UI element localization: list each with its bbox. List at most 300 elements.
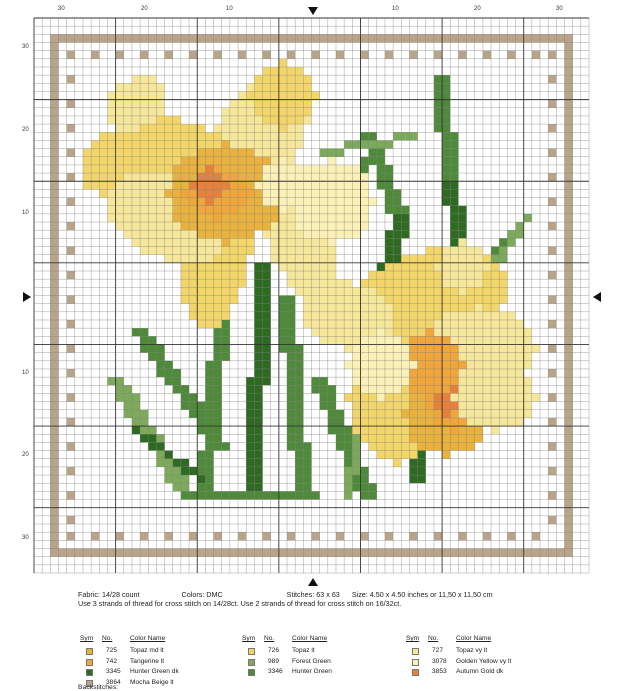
stitch-cell [230,108,238,116]
stitch-cell [565,304,573,312]
stitch-cell [312,238,320,246]
stitch-cell [197,34,205,42]
stitch-cell [271,132,279,140]
stitch-cell [328,198,336,206]
stitch-cell [312,181,320,189]
stitch-cell [189,549,197,557]
stitch-cell [107,377,115,385]
stitch-cell [303,312,311,320]
stitch-cell [458,304,466,312]
stitch-cell [426,353,434,361]
stitch-cell [426,312,434,320]
stitch-cell [393,459,401,467]
legend-number: 725 [106,647,118,654]
stitch-cell [238,108,246,116]
stitch-cell [369,393,377,401]
stitch-cell [303,271,311,279]
stitch-cell [107,165,115,173]
stitch-cell [50,434,58,442]
stitch-cell [165,247,173,255]
stitch-cell [499,369,507,377]
stitch-cell [336,173,344,181]
stitch-cell [516,336,524,344]
stitch-cell [254,402,262,410]
stitch-cell [442,124,450,132]
stitch-cell [132,222,140,230]
stitch-cell [360,361,368,369]
stitch-cell [565,516,573,524]
stitch-cell [458,402,466,410]
stitch-cell [263,132,271,140]
stitch-cell [483,34,491,42]
stitch-cell [491,361,499,369]
stitch-cell [246,377,254,385]
stitch-cell [254,361,262,369]
stitch-cell [295,34,303,42]
stitch-cell [507,336,515,344]
stitch-cell [156,189,164,197]
stitch-cell [409,328,417,336]
stitch-cell [458,296,466,304]
stitch-cell [565,124,573,132]
stitch-cell [507,418,515,426]
stitch-cell [124,222,132,230]
stitch-cell [83,157,91,165]
stitch-cell [328,157,336,165]
stitch-cell [50,42,58,50]
legend-number: 726 [268,647,280,654]
stitch-cell [67,491,75,499]
stitch-cell [181,214,189,222]
stitch-cell [205,263,213,271]
stitch-cell [271,75,279,83]
stitch-cell [140,206,148,214]
stitch-cell [50,516,58,524]
stitch-cell [344,140,352,148]
stitch-cell [352,222,360,230]
stitch-cell [491,255,499,263]
stitch-cell [450,296,458,304]
stitch-cell [254,353,262,361]
stitch-cell [50,132,58,140]
stitch-cell [418,418,426,426]
stitch-cell [50,442,58,450]
stitch-cell [50,369,58,377]
stitch-cell [360,344,368,352]
stitch-cell [295,189,303,197]
stitch-cell [263,173,271,181]
stitch-cell [156,230,164,238]
stitch-cell [238,100,246,108]
stitch-cell [156,549,164,557]
stitch-cell [450,328,458,336]
stitch-cell [205,377,213,385]
stitch-cell [181,206,189,214]
stitch-cell [230,263,238,271]
stitch-cell [50,344,58,352]
stitch-cell [320,173,328,181]
stitch-cell [450,353,458,361]
stitch-cell [360,410,368,418]
stitch-cell [214,442,222,450]
stitch-cell [214,393,222,401]
stitch-cell [565,451,573,459]
stitch-cell [189,304,197,312]
stitch-cell [426,287,434,295]
stitch-cell [458,393,466,401]
stitch-cell [385,304,393,312]
stitch-cell [287,124,295,132]
stitch-cell [409,402,417,410]
stitch-cell [116,393,124,401]
stitch-cell [409,287,417,295]
stitch-cell [336,198,344,206]
stitch-cell [369,418,377,426]
stitch-cell [565,206,573,214]
stitch-cell [442,287,450,295]
stitch-cell [295,467,303,475]
stitch-cell [99,34,107,42]
stitch-cell [91,157,99,165]
stitch-cell [254,181,262,189]
stitch-cell [418,263,426,271]
stitch-cell [271,206,279,214]
stitch-cell [499,312,507,320]
stitch-cell [271,157,279,165]
stitch-cell [442,116,450,124]
stitch-cell [246,124,254,132]
stitch-cell [377,344,385,352]
stitch-cell [246,34,254,42]
stitch-cell [565,263,573,271]
stitch-cell [295,491,303,499]
stitch-cell [377,426,385,434]
stitch-cell [458,255,466,263]
stitch-cell [491,34,499,42]
stitch-cell [507,328,515,336]
stitch-cell [377,336,385,344]
stitch-cell [303,108,311,116]
legend-number: 727 [432,647,444,654]
stitch-cell [173,255,181,263]
stitch-cell [197,157,205,165]
stitch-cell [140,157,148,165]
stitch-cell [263,189,271,197]
stitch-cell [214,189,222,197]
stitch-cell [401,222,409,230]
stitch-cell [165,51,173,59]
stitch-cell [132,426,140,434]
stitch-cell [565,434,573,442]
stitch-cell [165,369,173,377]
stitch-cell [287,83,295,91]
stitch-cell [295,426,303,434]
stitch-cell [222,206,230,214]
stitch-cell [491,247,499,255]
stitch-cell [295,279,303,287]
stitch-cell [287,132,295,140]
stitch-cell [540,549,548,557]
stitch-cell [254,91,262,99]
stitch-cell [83,549,91,557]
stitch-cell [140,238,148,246]
stitch-cell [458,312,466,320]
stitch-cell [516,222,524,230]
stitch-cell [214,255,222,263]
stitch-cell [393,304,401,312]
legend-header-sym: Sym [406,635,420,642]
stitch-cell [426,320,434,328]
stitch-cell [450,271,458,279]
stitch-cell [50,549,58,557]
stitch-cell [156,353,164,361]
stitch-cell [377,173,385,181]
stitch-cell [165,157,173,165]
stitch-cell [116,83,124,91]
stitch-cell [279,75,287,83]
stitch-cell [205,198,213,206]
stitch-cell [312,198,320,206]
stitch-cell [393,206,401,214]
stitch-cell [336,279,344,287]
stitch-cell [491,271,499,279]
stitch-cell [165,255,173,263]
stitch-cell [140,75,148,83]
stitch-cell [287,385,295,393]
stitch-cell [507,51,515,59]
stitch-cell [507,402,515,410]
legend-header-name: Color Name [292,635,328,642]
stitch-cell [442,279,450,287]
stitch-cell [328,328,336,336]
center-arrow-left-icon [23,292,31,302]
stitch-cell [401,385,409,393]
stitch-cell [565,353,573,361]
stitch-cell [222,271,230,279]
stitch-cell [67,51,75,59]
stitch-cell [565,238,573,246]
stitch-cell [352,304,360,312]
stitch-cell [409,344,417,352]
stitch-cell [254,173,262,181]
stitch-cell [352,377,360,385]
stitch-cell [124,91,132,99]
stitch-cell [507,353,515,361]
stitch-cell [418,369,426,377]
stitch-cell [148,34,156,42]
stitch-cell [491,304,499,312]
stitch-cell [181,296,189,304]
stitch-cell [295,238,303,246]
stitch-cell [254,75,262,83]
stitch-cell [189,34,197,42]
stitch-cell [107,100,115,108]
stitch-cell [246,475,254,483]
stitch-cell [254,369,262,377]
stitch-cell [344,279,352,287]
stitch-cell [238,34,246,42]
stitch-cell [467,361,475,369]
stitch-cell [67,442,75,450]
stitch-cell [360,549,368,557]
stitch-cell [279,263,287,271]
stitch-cell [360,402,368,410]
stitch-cell [124,34,132,42]
stitch-cell [197,312,205,320]
stitch-cell [328,181,336,189]
stitch-cell [377,549,385,557]
stitch-cell [385,255,393,263]
stitch-cell [532,393,540,401]
stitch-cell [140,214,148,222]
stitch-cell [369,353,377,361]
stitch-cell [173,222,181,230]
stitch-cell [385,418,393,426]
stitch-cell [312,377,320,385]
stitch-cell [385,189,393,197]
stitch-cell [475,255,483,263]
stitch-cell [450,34,458,42]
stitch-cell [360,206,368,214]
stitch-cell [50,91,58,99]
stitch-cell [442,75,450,83]
stitch-cell [450,165,458,173]
stitch-cell [295,255,303,263]
stitch-cell [442,255,450,263]
stitch-cell [426,385,434,393]
stitch-cell [50,124,58,132]
stitch-cell [303,165,311,173]
stitch-cell [140,181,148,189]
stitch-cell [148,198,156,206]
stitch-cell [393,369,401,377]
stitch-cell [50,189,58,197]
stitch-cell [246,132,254,140]
stitch-cell [165,173,173,181]
stitch-cell [197,189,205,197]
stitch-cell [197,165,205,173]
stitch-cell [483,532,491,540]
stitch-cell [295,67,303,75]
stitch-cell [230,132,238,140]
stitch-cell [189,393,197,401]
stitch-cell [352,483,360,491]
stitch-cell [548,516,556,524]
stitch-cell [312,296,320,304]
stitch-cell [442,426,450,434]
stitch-cell [295,100,303,108]
stitch-cell [475,549,483,557]
stitch-cell [328,189,336,197]
stitch-cell [524,549,532,557]
stitch-cell [295,451,303,459]
stitch-cell [140,426,148,434]
stitch-cell [148,222,156,230]
stitch-cell [385,198,393,206]
stitch-cell [352,34,360,42]
stitch-cell [124,189,132,197]
stitch-cell [222,255,230,263]
stitch-cell [116,385,124,393]
stitch-cell [91,34,99,42]
stitch-cell [165,165,173,173]
stitch-cell [214,377,222,385]
legend-number: 989 [268,657,280,665]
stitch-cell [369,149,377,157]
stitch-cell [344,451,352,459]
stitch-cell [352,230,360,238]
stitch-cell [336,206,344,214]
stitch-cell [369,271,377,279]
stitch-cell [491,549,499,557]
stitch-cell [565,508,573,516]
stitch-cell [344,287,352,295]
stitch-cell [214,165,222,173]
stitch-cell [197,140,205,148]
stitch-cell [385,328,393,336]
stitch-cell [67,222,75,230]
stitch-cell [181,393,189,401]
stitch-cell [246,459,254,467]
center-arrow-bottom-icon [308,578,318,586]
stitch-cell [279,165,287,173]
stitch-cell [344,434,352,442]
stitch-cell [401,442,409,450]
stitch-cell [263,377,271,385]
stitch-cell [156,214,164,222]
stitch-cell [344,361,352,369]
stitch-cell [565,402,573,410]
stitch-cell [156,361,164,369]
stitch-cell [344,206,352,214]
stitch-cell [263,361,271,369]
stitch-cell [540,34,548,42]
stitch-cell [222,320,230,328]
stitch-cell [50,451,58,459]
stitch-cell [393,336,401,344]
stitch-cell [148,549,156,557]
stitch-cell [67,516,75,524]
stitch-cell [352,312,360,320]
stitch-cell [230,296,238,304]
stitch-cell [50,402,58,410]
stitch-cell [295,483,303,491]
stitch-cell [442,451,450,459]
stitch-cell [401,361,409,369]
stitch-cell [148,165,156,173]
stitch-cell [409,442,417,450]
stitch-cell [467,402,475,410]
stitch-cell [393,263,401,271]
stitch-cell [312,255,320,263]
stitch-cell [230,271,238,279]
stitch-cell [254,165,262,173]
stitch-cell [303,483,311,491]
stitch-cell [222,279,230,287]
stitch-cell [352,549,360,557]
stitch-cell [197,296,205,304]
stitch-cell [458,271,466,279]
stitch-cell [303,263,311,271]
stitch-cell [116,173,124,181]
stitch-cell [450,549,458,557]
stitch-cell [214,426,222,434]
stitch-cell [483,304,491,312]
stitch-cell [426,304,434,312]
stitch-cell [475,377,483,385]
stitch-cell [254,263,262,271]
stitch-cell [565,459,573,467]
